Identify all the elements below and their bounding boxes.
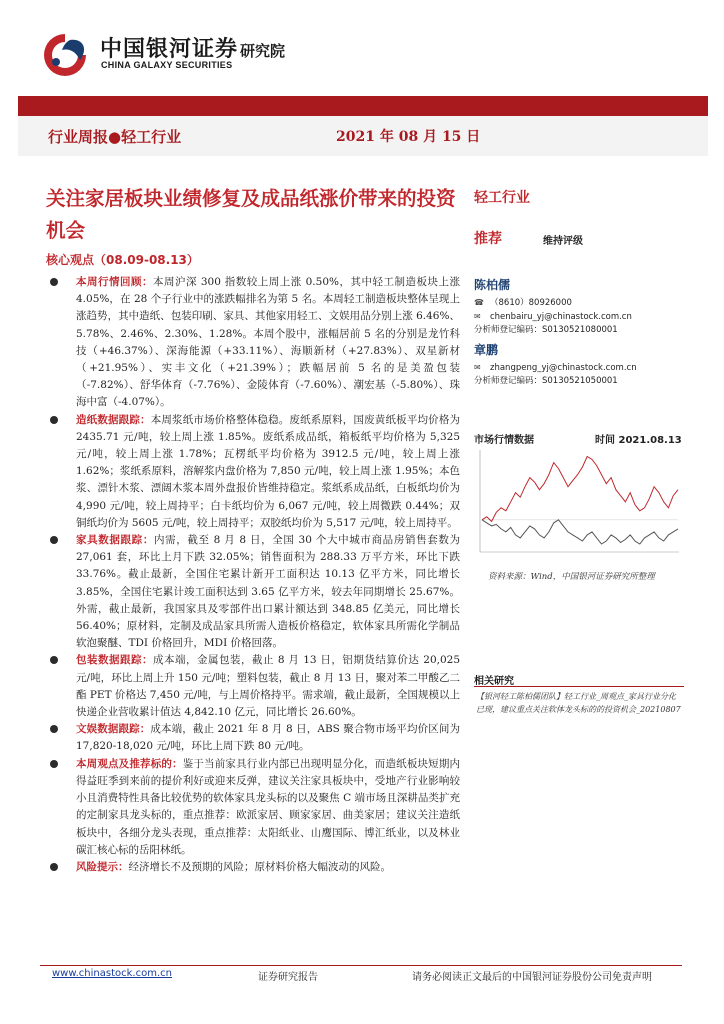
bullet-text: 经济增长不及预期的风险；原材料价格大幅波动的风险。 (128, 860, 391, 873)
rating-note: 维持评级 (543, 236, 583, 247)
footer-center: 证券研究报告 (258, 972, 318, 983)
bullet-dot-icon (50, 278, 58, 286)
sidebar-industry: 轻工行业 (474, 190, 530, 206)
report-date: 2021 年 08 月 15 日 (336, 129, 481, 145)
report-type: 行业周报●轻工行业 (48, 128, 182, 146)
report-title: 关注家居板块业绩修复及成品纸涨价带来的投资机会 (46, 187, 456, 242)
footer-divider (40, 965, 682, 966)
analyst-block-1 (474, 276, 632, 337)
bullet-label: 风险提示： (76, 860, 129, 873)
analyst-email[interactable]: ✉ zhangpeng_yj@chinastock.com.cn (474, 363, 637, 373)
bullet-label: 造纸数据跟踪： (76, 413, 151, 426)
bullet-label: 文娱数据跟踪： (76, 723, 151, 736)
bullet-recommendations (48, 756, 460, 859)
bullet-text: 内需，截至 8 月 8 日，全国 30 个大中城市商品房销售套数为 27,061 套，环比上月下跌 32.05%；销售面积为 288.33 万平方米，环比下跌 33.76%。截止最新，全国住宅累计新开工面积达 10.13 亿平方米，同比增长 3.85%，全国住宅累计竣工面积达到 3.65 亿平方米，较去年同期增长 25.67%。外需，截止最新，我国家具及零部件出口累计额达到 348.85 亿美元，同比增长 56.40%；原材料，定制及成品家具所需人造板价格稳定，软体家具所需化学制品软泡聚醚、TDI 价格回升，MDI 价格回落。 (76, 534, 460, 650)
rating-label: 推荐 (474, 231, 502, 247)
related-heading: 相关研究 (474, 676, 514, 687)
footer-website-link[interactable]: www.chinastock.com.cn (52, 968, 172, 979)
bullet-text: 鉴于当前家具行业内部已出现明显分化，而造纸板块短期内得益旺季到来前的提价利好或迎来反弹，建议关注家具板块中，受地产行业影响较小且消费特性具备比较优势的软体家具龙头标的以及聚焦 C 端市场且深耕品类扩充的定制家具龙头标的，重点推荐：欧派家居、顾家家居、曲美家居；建议关注造纸板块中，各细分龙头表现，重点推荐：太阳纸业、山鹰国际、博汇纸业，以及林业碳汇核心标的岳阳林纸。 (76, 757, 461, 856)
mail-icon: ✉ (474, 312, 481, 321)
bullet-dot-icon (50, 416, 58, 424)
logo-en-text: CHINA GALAXY SECURITIES (101, 60, 233, 70)
bullet-text: 本周沪深 300 指数较上周上涨 0.50%，其中轻工制造板块上涨 4.05%，在 28 个子行业中的涨跌幅排名为第 5 名。本周轻工制造板块整体呈现上涨趋势，其中造纸、包装印刷、家具、其他家用轻工、文娱用品分别上涨 6.46%、5.78%、2.46%、2.30%、1.28%。本周个股中，涨幅居前 5 名的分别是龙竹科技（+46.37%）、深海能源（+33.11%）、海顺新材（+27.83%）、双星新材（+21.95%）、实丰文化（+21.39%）；跌幅居前 5 名的是美盈包装（-7.82%）、舒华体育（-7.76%）、金陵体育（-7.60%）、潮宏基（-5.80%）、珠海中富（-4.07%）。 (76, 276, 461, 409)
chart-time: 时间 2021.08.13 (595, 435, 682, 446)
bullet-entertainment-data (48, 721, 460, 755)
analyst-phone: ☎ （8610）80926000 (474, 298, 572, 308)
chart-source: 资料来源：Wind，中国银河证券研究所整理 (488, 572, 655, 582)
bullet-label: 家具数据跟踪： (76, 534, 154, 547)
bullet-dot-icon (50, 656, 58, 664)
bullet-packaging-data (48, 652, 460, 721)
chart-series-line-1 (482, 520, 678, 544)
analyst-cert: 分析师登记编码：S0130521050001 (474, 376, 618, 386)
bullet-dot-icon (50, 863, 58, 871)
analyst-block-2 (474, 341, 637, 388)
analyst-name: 章鹏 (474, 343, 499, 357)
logo-cn-text: 中国银河证券 (100, 37, 239, 62)
bullet-text: 成本端，金属包装，截止 8 月 13 日，铝期货结算价达 20,025 元/吨，环比上周上升 150 元/吨；塑料包装，截止 8 月 13 日，聚对苯二甲酸乙二酯 PET 价格达 7,450 元/吨，与上周价格持平。需求端，截止最新，全国规模以上快递企业营收累计值达 4,842.10 亿元，同比增长 26.60%。 (76, 654, 461, 719)
bullet-furniture-data (48, 532, 460, 652)
bullet-paper-data (48, 412, 460, 532)
bullet-text: 本周浆纸市场价格整体稳稳。废纸系原料，国废黄纸板平均价格为 2435.71 元/吨，较上周上涨 1.85%。废纸系成品纸，箱板纸平均价格为 5,325 元/吨，较上周上涨 1.78%；瓦楞纸平均价格为 3912.5 元/吨，较上周上涨 1.62%；浆纸系原料，溶解浆内盘价格为 7,850 元/吨，较上周上涨 1.95%；本色浆、漂针木浆、漂阔木浆本周外盘报价皆维持稳定。浆纸系成品纸，白板纸均价为 4,990 元/吨，较上周持平；白卡纸均价为 6,067 元/吨，较上周微跌 0.44%；双铜纸均价为 5605 元/吨，较上周持平；双胶纸均价为 5,517 元/吨，较上周持平。 (76, 413, 461, 529)
bullet-dot-icon (50, 725, 58, 733)
analyst-cert: 分析师登记编码：S0130521080001 (474, 325, 618, 335)
market-chart (474, 448, 684, 560)
bullet-label: 本周观点及推荐标的： (76, 757, 183, 770)
galaxy-logo-icon (40, 30, 90, 80)
bullet-label: 本周行情回顾： (76, 276, 154, 288)
bullet-risk (48, 859, 460, 876)
analyst-email[interactable]: ✉ chenbairu_yj@chinastock.com.cn (474, 312, 632, 322)
analyst-name: 陈柏儒 (474, 278, 511, 292)
main-content (48, 274, 460, 876)
related-report[interactable]: 【银河轻工陈柏儒团队】轻工行业_周观点_家具行业分化已现，建议重点关注软体龙头标的的投资机会_20210807 (474, 686, 684, 736)
footer-disclaimer: 请务必阅读正文最后的中国银河证券股份公司免责声明 (412, 972, 652, 983)
institute-label: 研究院 (240, 42, 286, 60)
mail-icon: ✉ (474, 363, 481, 372)
phone-icon: ☎ (474, 298, 484, 307)
bullet-dot-icon (50, 536, 58, 544)
core-view-heading: 核心观点（08.09-08.13） (46, 253, 199, 267)
bullet-dot-icon (50, 760, 58, 768)
report-banner (18, 96, 708, 156)
chart-title: 市场行情数据 (474, 435, 534, 446)
chart-series-line-0 (482, 457, 678, 522)
bullet-label: 包装数据跟踪： (76, 654, 154, 667)
bullet-text: 成本端，截止 2021 年 8 月 8 日，ABS 聚合物市场平均价区间为 17,820-18,020 元/吨，环比上周下跌 80 元/吨。 (76, 723, 461, 753)
bullet-market-review (48, 274, 460, 412)
